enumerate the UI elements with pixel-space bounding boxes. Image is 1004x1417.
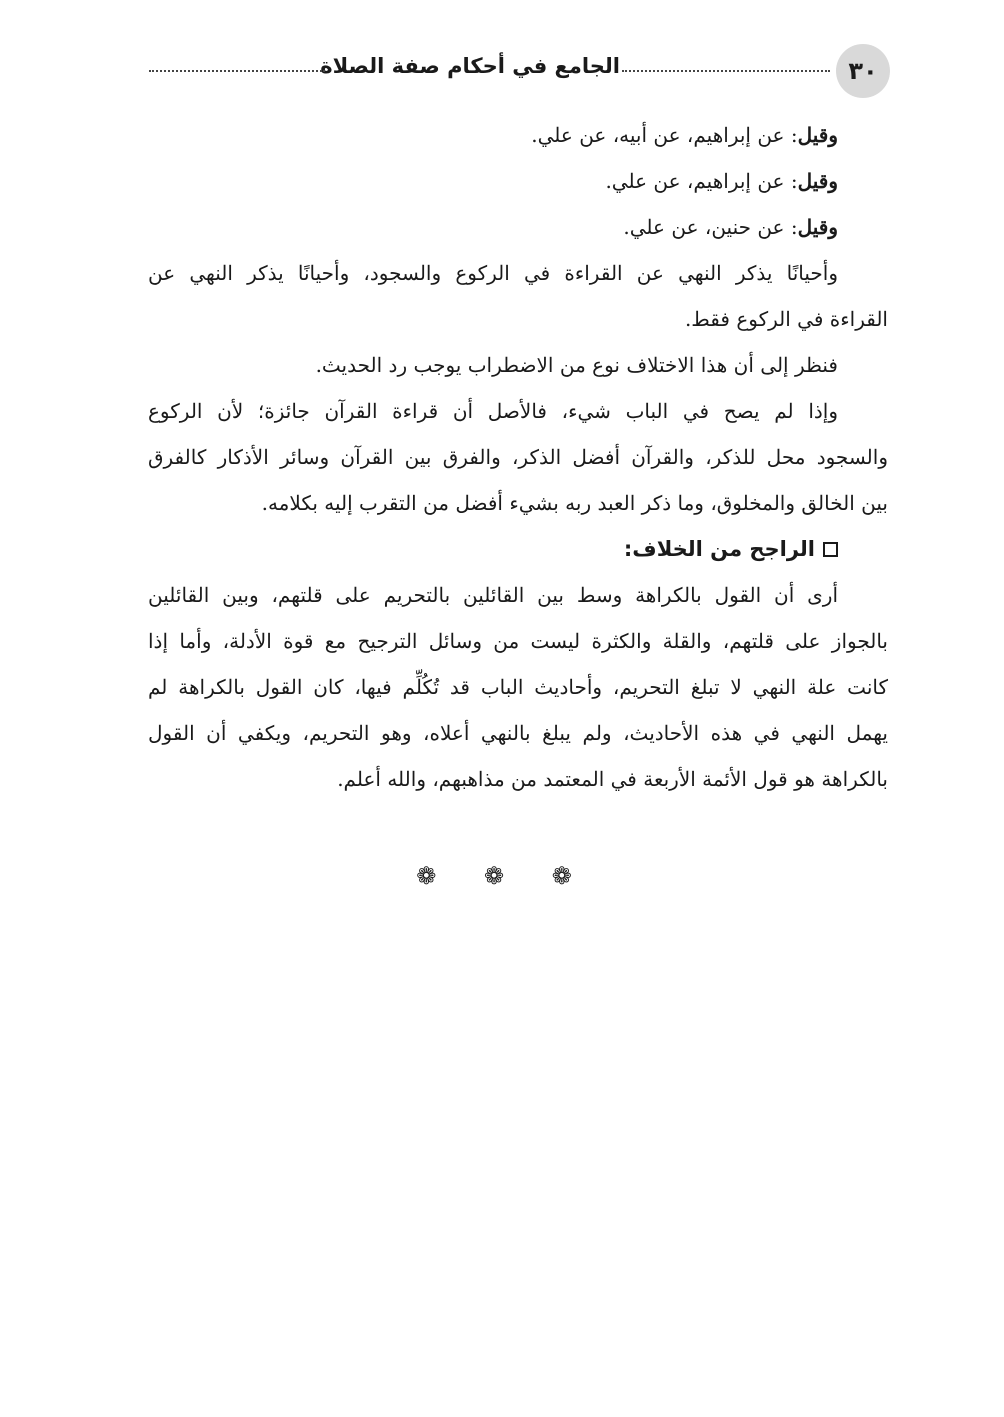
page-number: ٣٠: [836, 44, 890, 98]
section-end-ornaments: [0, 862, 1004, 890]
header-dotted-rule-right: [622, 70, 830, 72]
paragraph-line: بين الخالق والمخلوق، وما ذكر العبد ربه بشيء أفضل من التقرب إليه بكلامه.: [261, 491, 888, 515]
paragraph-line: أرى أن القول بالكراهة وسط بين القائلين بالتحريم على قلتهم، وبين القائلين: [148, 583, 838, 607]
flower-ornament-icon: ❁: [416, 862, 453, 890]
text-span: : عن إبراهيم، عن أبيه، عن علي.: [531, 123, 798, 147]
square-bullet-icon: [823, 542, 838, 557]
paragraph-line: وأحيانًا يذكر النهي عن القراءة في الركوع والسجود، وأحيانًا يذكر النهي عن: [148, 261, 838, 285]
paragraph-line: كانت علة النهي لا تبلغ التحريم، وأحاديث الباب قد تُكُلِّم فيها، كان القول بالكراهة لم: [148, 675, 888, 699]
text-line: [148, 204, 888, 250]
text-line: [148, 112, 888, 158]
keyword: وقيل: [797, 215, 838, 239]
paragraph-line: بالكراهة هو قول الأئمة الأربعة في المعتمد من مذاهبهم، والله أعلم.: [337, 767, 888, 791]
text-line: [148, 158, 888, 204]
section-heading-text: الراجح من الخلاف:: [623, 537, 815, 561]
header-dotted-rule-left: [149, 70, 325, 72]
text-span: : عن حنين، عن علي.: [623, 215, 798, 239]
paragraph-line: بالجواز على قلتهم، والقلة والكثرة ليست من وسائل الترجيح مع قوة الأدلة، وأما إذا: [148, 629, 888, 653]
page-header: [145, 44, 890, 98]
paragraph-line: والسجود محل للذكر، والقرآن أفضل الذكر، والفرق بين القرآن وسائر الأذكار كالفرق: [148, 445, 888, 469]
paragraph-line: يهمل النهي في هذه الأحاديث، ولم يبلغ بالنهي أعلاه، وهو التحريم، ويكفي أن القول: [148, 721, 888, 745]
paragraph-line: القراءة في الركوع فقط.: [684, 307, 888, 331]
section-heading: [148, 526, 888, 572]
running-title: الجامع في أحكام صفة الصلاة: [320, 54, 620, 78]
text-span: : عن إبراهيم، عن علي.: [605, 169, 798, 193]
flower-ornament-icon: ❁: [483, 862, 521, 890]
paragraph-line: فنظر إلى أن هذا الاختلاف نوع من الاضطراب يوجب رد الحديث.: [315, 353, 838, 377]
keyword: وقيل: [797, 169, 838, 193]
flower-ornament-icon: ❁: [551, 862, 588, 890]
keyword: وقيل: [797, 123, 838, 147]
paragraph-line: وإذا لم يصح في الباب شيء، فالأصل أن قراءة القرآن جائزة؛ لأن الركوع: [148, 399, 838, 423]
page-body: [148, 112, 888, 802]
